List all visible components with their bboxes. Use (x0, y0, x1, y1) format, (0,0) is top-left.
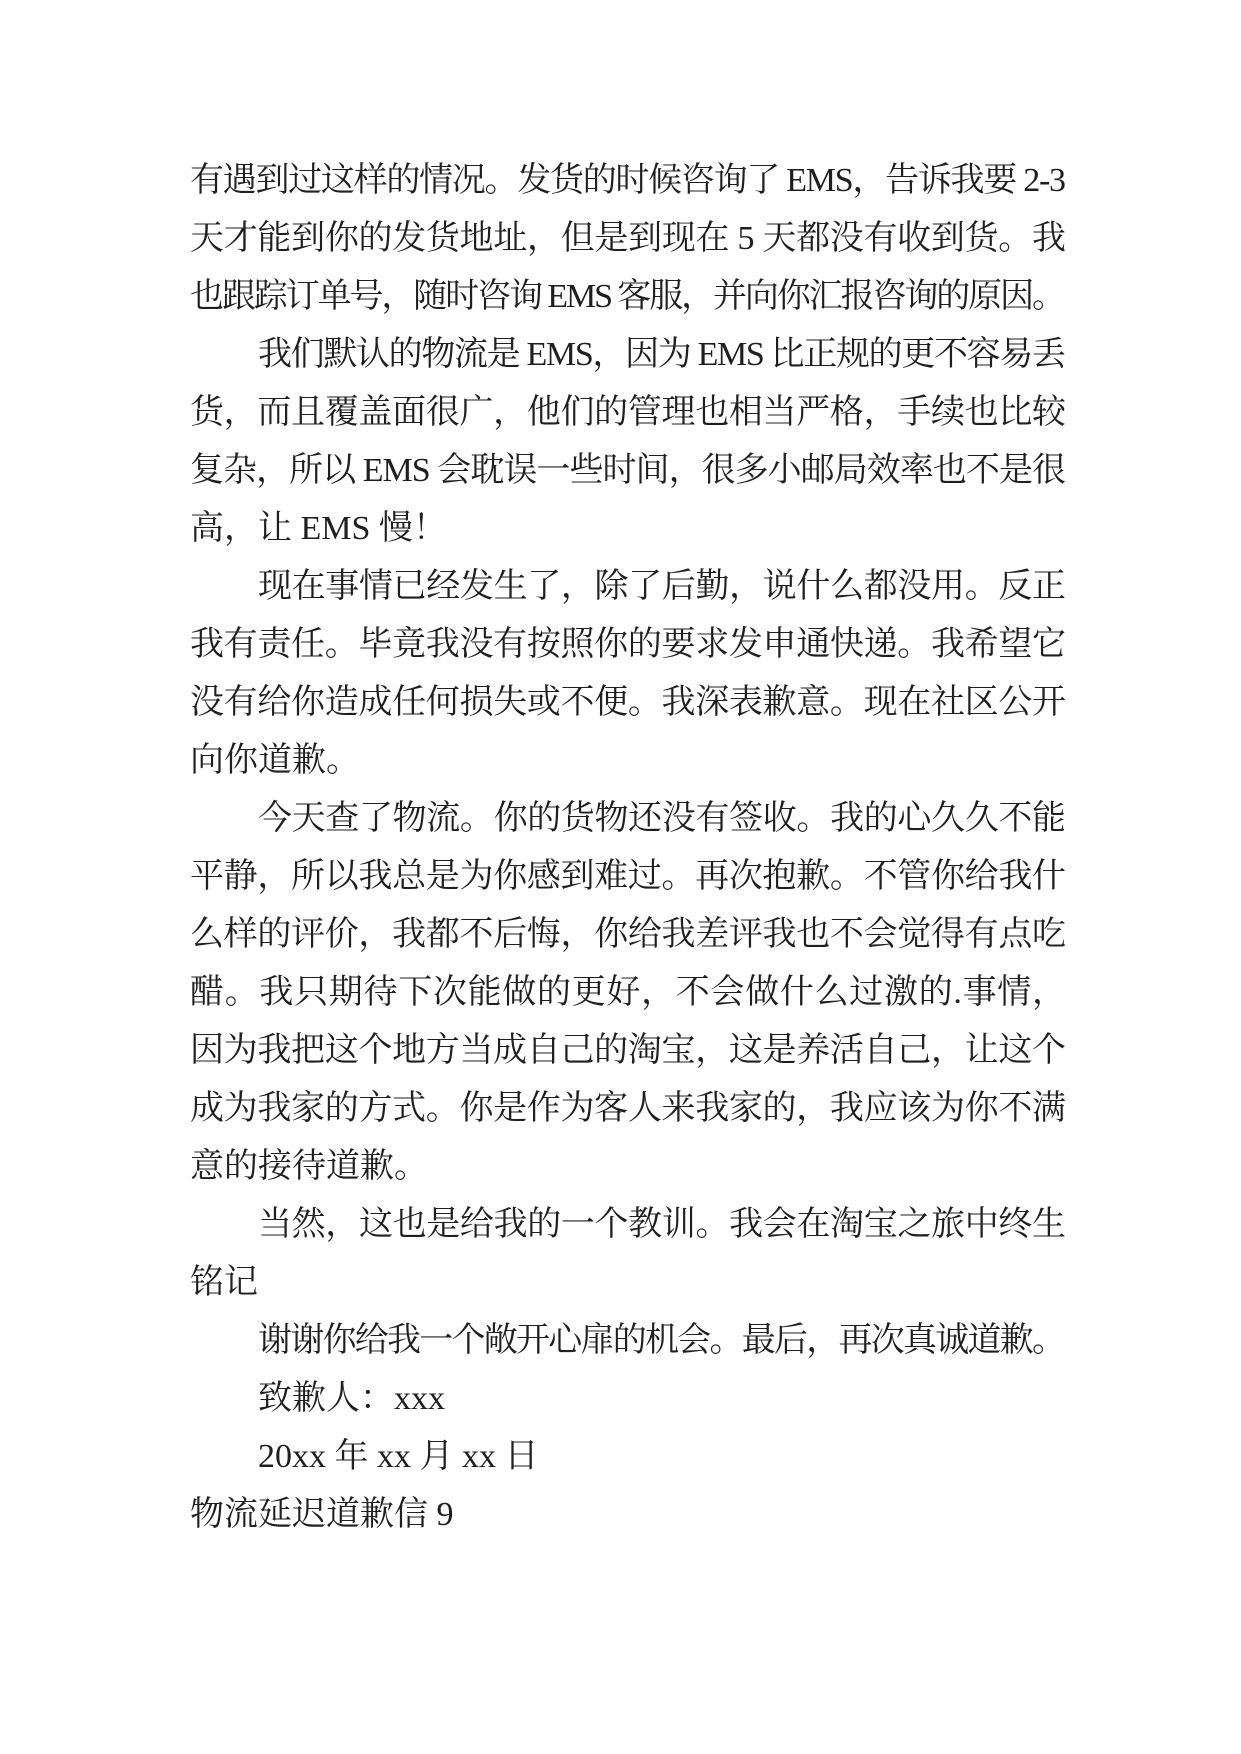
text-line-content: 高，让 EMS 慢！ (190, 510, 447, 547)
text-line-content: 货，而且覆盖面很广，他们的管理也相当严格，手续也比较 (190, 394, 1066, 431)
text-line (190, 1312, 1066, 1370)
text-line (190, 442, 1066, 500)
text-line-content: 我有责任。毕竟我没有按照你的要求发申通快递。我希望它 (190, 626, 1066, 663)
text-line-content: 平静，所以我总是为你感到难过。再次抱歉。不管你给我什 (190, 858, 1066, 895)
text-line-content: 天才能到你的发货地址，但是到现在 5 天都没有收到货。我 (190, 220, 1066, 257)
text-line (190, 1428, 1066, 1486)
text-line (190, 964, 1066, 1022)
text-line-content: 致歉人：xxx (258, 1380, 445, 1417)
text-line (190, 674, 1066, 732)
text-line-content: 没有给你造成任何损失或不便。我深表歉意。现在社区公开 (190, 684, 1066, 721)
text-line (190, 326, 1066, 384)
text-line (190, 1080, 1066, 1138)
text-line-content: 今天查了物流。你的货物还没有签收。我的心久久不能 (258, 800, 1066, 837)
text-line-content: 铭记 (190, 1264, 258, 1301)
text-line-content: 成为我家的方式。你是作为客人来我家的，我应该为你不满 (190, 1090, 1066, 1127)
text-line (190, 268, 1066, 326)
text-line-content: 20xx 年 xx 月 xx 日 (258, 1438, 539, 1475)
text-line (190, 384, 1066, 442)
text-line-content: 我们默认的物流是 EMS，因为 EMS 比正规的更不容易丢 (258, 336, 1065, 373)
text-line-content: 醋。我只期待下次能做的更好，不会做什么过激的.事情， (190, 974, 1067, 1011)
text-line (190, 848, 1066, 906)
text-line-content: 有遇到过这样的情况。发货的时候咨询了 EMS，告诉我要 2-3 (190, 162, 1065, 199)
text-line (190, 500, 1066, 558)
text-line (190, 152, 1066, 210)
text-line-content: 意的接待道歉。 (190, 1148, 428, 1185)
text-line (190, 1138, 1066, 1196)
text-line (190, 616, 1066, 674)
text-line (190, 1370, 1066, 1428)
text-line-content: 物流延迟道歉信 9 (190, 1496, 454, 1533)
document-body (190, 152, 1066, 1544)
text-line (190, 906, 1066, 964)
text-line (190, 790, 1066, 848)
text-line-content: 当然，这也是给我的一个教训。我会在淘宝之旅中终生 (258, 1206, 1066, 1243)
text-line-content: 因为我把这个地方当成自己的淘宝，这是养活自己，让这个 (190, 1032, 1066, 1069)
text-line-content: 也跟踪订单号，随时咨询 EMS 客服，并向你汇报咨询的原因。 (190, 278, 1064, 315)
text-line (190, 732, 1066, 790)
text-line-content: 么样的评价，我都不后悔，你给我差评我也不会觉得有点吃 (190, 916, 1066, 953)
text-line-content: 向你道歉。 (190, 742, 360, 779)
text-line-content: 现在事情已经发生了，除了后勤，说什么都没用。反正 (258, 568, 1066, 605)
text-line (190, 210, 1066, 268)
text-line (190, 1022, 1066, 1080)
text-line-content: 谢谢你给我一个敞开心扉的机会。最后，再次真诚道歉。 (258, 1322, 1065, 1359)
text-line (190, 558, 1066, 616)
text-line (190, 1254, 1066, 1312)
text-line (190, 1486, 1066, 1544)
text-line (190, 1196, 1066, 1254)
text-line-content: 复杂，所以 EMS 会耽误一些时间，很多小邮局效率也不是很 (190, 452, 1066, 489)
